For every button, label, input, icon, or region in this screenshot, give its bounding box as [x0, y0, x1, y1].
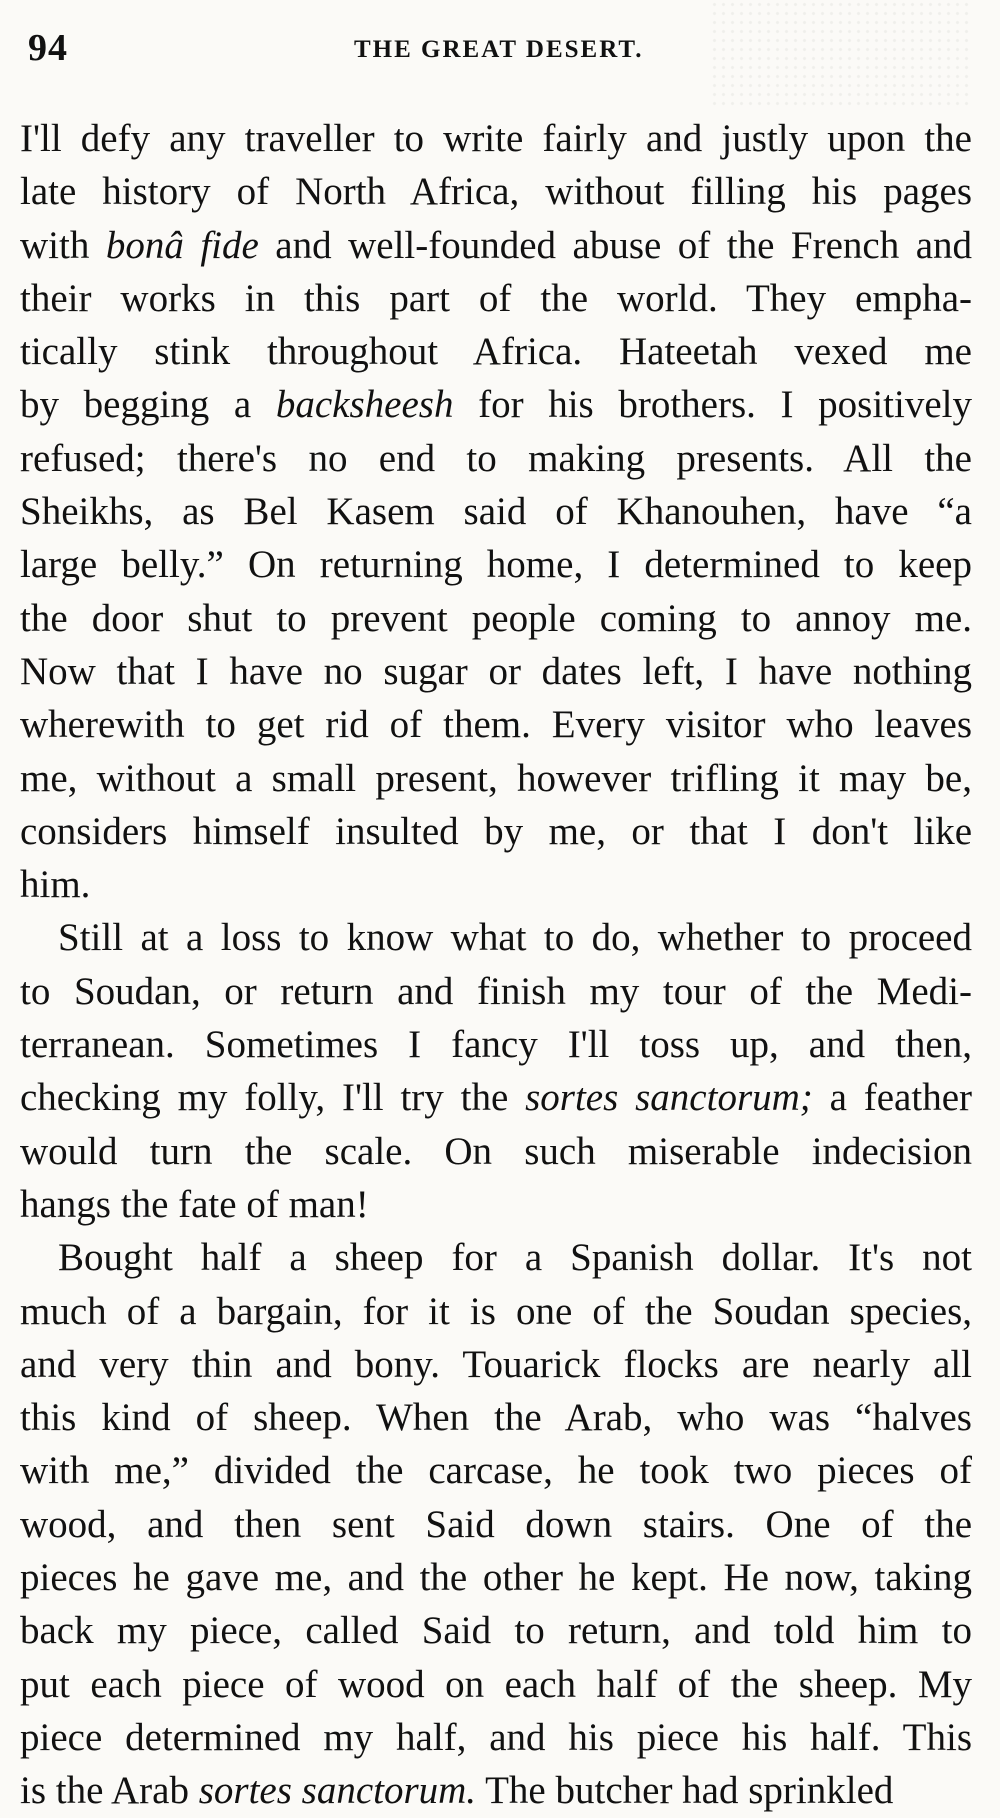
text-line	[20, 1285, 972, 1338]
text-run: tically stink throughout Africa. Hateetah vexed me	[20, 330, 972, 374]
text-line	[20, 1551, 972, 1604]
text-line	[20, 1764, 972, 1817]
text-line	[20, 1604, 972, 1657]
text-line	[20, 752, 972, 805]
text-line	[20, 1018, 972, 1071]
text-run: put each piece of wood on each half of the sheep. My	[20, 1662, 972, 1706]
text-line	[20, 1231, 972, 1284]
text-run: Bought half a sheep for a Spanish dollar. It's not	[58, 1236, 972, 1280]
text-run: much of a bargain, for it is one of the Soudan species,	[20, 1289, 972, 1333]
text-line	[20, 378, 972, 431]
text-line	[20, 272, 972, 325]
text-run: refused; there's no end to making presents. All the	[20, 436, 972, 480]
text-run: a feather	[812, 1076, 972, 1120]
text-line	[20, 165, 972, 218]
text-run: for his brothers. I positively	[453, 383, 972, 427]
italic-phrase: bonâ fide	[105, 223, 259, 267]
text-run: by begging a	[20, 383, 276, 427]
text-run: hangs the fate of man!	[20, 1182, 369, 1226]
italic-phrase: sortes sanctorum.	[198, 1769, 477, 1813]
text-run: the door shut to prevent people coming to annoy me.	[20, 596, 972, 640]
paragraph	[20, 911, 972, 1231]
text-run: piece determined my half, and his piece his half. This	[20, 1715, 972, 1759]
text-run: late history of North Africa, without filling his pages	[20, 170, 972, 214]
text-line	[20, 592, 972, 645]
text-run: wood, and then sent Said down stairs. One of the	[20, 1502, 972, 1546]
paragraph	[20, 1231, 972, 1817]
text-line	[20, 538, 972, 591]
page-header	[20, 22, 972, 82]
text-line	[20, 325, 972, 378]
italic-phrase: sortes sanctorum;	[525, 1076, 813, 1120]
text-line	[20, 1498, 972, 1551]
text-run: Still at a loss to know what to do, whether to proceed	[58, 916, 972, 960]
text-run: with me,” divided the carcase, he took two pieces of	[20, 1449, 972, 1493]
text-run: with	[20, 223, 106, 267]
page-number: 94	[28, 27, 68, 69]
text-line	[20, 1391, 972, 1444]
text-run: back my piece, called Said to return, and told him to	[20, 1609, 972, 1653]
text-run: would turn the scale. On such miserable indecision	[20, 1129, 972, 1173]
text-line	[20, 645, 972, 698]
text-line	[20, 1711, 972, 1764]
text-run: their works in this part of the world. They empha-	[20, 276, 972, 320]
text-line	[20, 858, 972, 911]
text-run: and well-founded abuse of the French and	[258, 223, 973, 267]
text-line	[20, 965, 972, 1018]
text-line	[20, 112, 972, 165]
text-run: him.	[20, 863, 91, 907]
text-run: to Soudan, or return and finish my tour of the Medi-	[20, 969, 972, 1013]
text-line	[20, 432, 972, 485]
text-run: and very thin and bony. Touarick flocks are nearly all	[20, 1342, 972, 1386]
text-run: is the Arab	[20, 1769, 199, 1813]
text-line	[20, 805, 972, 858]
text-line	[20, 1338, 972, 1391]
running-head: THE GREAT DESERT.	[354, 36, 644, 63]
paragraph	[20, 112, 972, 911]
text-line	[20, 219, 972, 272]
text-run: Sheikhs, as Bel Kasem said of Khanouhen, have “a	[20, 490, 972, 534]
text-line	[20, 1125, 972, 1178]
italic-phrase: backsheesh	[275, 383, 454, 427]
text-line	[20, 1444, 972, 1497]
text-line	[20, 911, 972, 964]
text-line	[20, 1071, 972, 1124]
text-line	[20, 698, 972, 751]
text-run: The butcher had sprinkled	[476, 1769, 894, 1813]
text-run: pieces he gave me, and the other he kept. He now, taking	[20, 1556, 972, 1600]
text-run: large belly.” On returning home, I determined to keep	[20, 543, 972, 587]
text-run: checking my folly, I'll try the	[20, 1076, 526, 1120]
text-run: I'll defy any traveller to write fairly and justly upon the	[20, 117, 972, 160]
text-line	[20, 485, 972, 538]
text-run: considers himself insulted by me, or that I don't like	[20, 809, 972, 853]
text-run: wherewith to get rid of them. Every visitor who leaves	[20, 703, 972, 747]
text-run: terranean. Sometimes I fancy I'll toss up, and then,	[20, 1023, 972, 1067]
text-run: me, without a small present, however trifling it may be,	[20, 756, 972, 800]
body-text	[20, 112, 972, 1818]
text-run: Now that I have no sugar or dates left, I have nothing	[20, 649, 972, 693]
text-line	[20, 1178, 972, 1231]
text-run: this kind of sheep. When the Arab, who was “halves	[20, 1396, 972, 1440]
text-line	[20, 1658, 972, 1711]
